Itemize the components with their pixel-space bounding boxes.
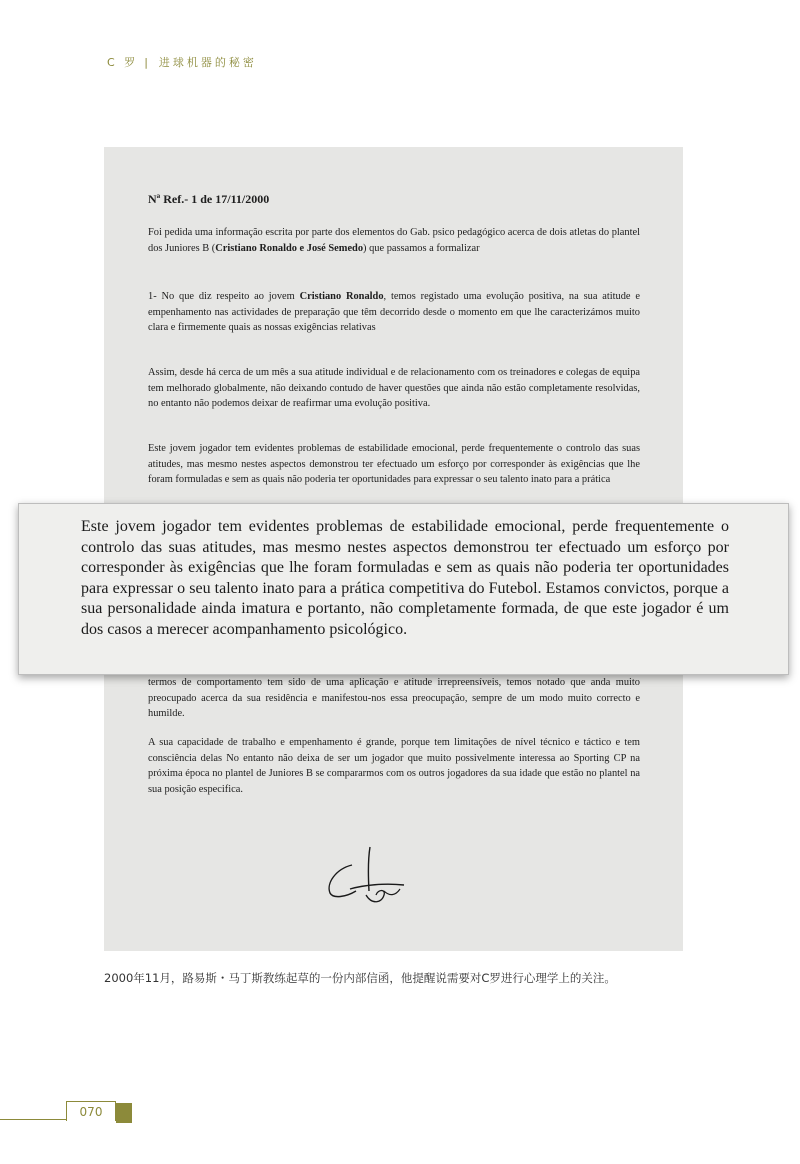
intro-text-1: Foi pedida uma informação escrita por parte dos elementos do Gab. psico pedagógico acerca de dois atletas do plantel dos Juniores B ( [148,227,640,254]
intro-names: Cristiano Ronaldo e José Semedo [215,242,364,254]
p1-text-1: 1- No que diz respeito ao jovem [148,291,300,302]
zoomed-quote [18,503,789,675]
figure-caption: 2000年11月，路易斯・马丁斯教练起草的一份内部信函，他提醒说需要对C罗进行心理学上的关注。 [104,971,616,985]
letter-paragraph-2: Assim, desde há cerca de um mês a sua atitude individual e de relacionamento com os treinadores e colegas de equipa tem melhorado globalmente, não deixando contudo de haver questões que ainda não estão completamente resolvidas, no entanto não podemos deixar de reafirmar uma evolução positiva. [148,367,640,410]
page-number: 070 [66,1101,116,1121]
letter-reference: Nª Ref.- 1 de 17/11/2000 [148,192,270,206]
letter-paragraph-1 [148,289,640,336]
page-number-tab [116,1103,132,1123]
letter-paragraph-5: A sua capacidade de trabalho e empenhamento é grande, porque tem limitações de nível técnico e táctico e tem consciência delas No entanto não deixa de ser um jogador que muito possivelmente interessa ao Sporting CP na próxima época no plantel de Juniores B se compararmos com os outros jogadores da sua idade que estão no plantel na sua posição especifica. [148,737,640,795]
header-title: 进球机器的秘密 [158,56,257,69]
header-left: C 罗 [107,56,139,69]
header-separator: | [144,56,151,69]
letter-paragraph-3: Este jovem jogador tem evidentes problemas de estabilidade emocional, perde frequentemente o controlo das suas atitudes, mas mesmo nestes aspectos demonstrou ter efectuado um esforço por corresponder às exigências que lhe foram formuladas e sem as quais não poderia ter oportunidades para expressar o seu talento inato para a prática [148,443,640,486]
intro-text-2: ) que passamos a formalizar [363,242,480,254]
zoomed-quote-text: Este jovem jogador tem evidentes problemas de estabilidade emocional, perde frequentemente o controlo das suas atitudes, mas mesmo nestes aspectos demonstrou ter efectuado um esforço por corresponder às exigências que lhe foram formuladas e sem as quais não poderia ter oportunidades para expressar o seu talento inato para a prática competitiva do Futebol. Estamos convictos, porque a sua personalidade ainda imatura e portanto, não completamente formada, de que este jogador é um dos casos a merecer acompanhamento psicológico. [81,518,729,638]
letter-intro [148,225,640,256]
p1-name: Cristiano Ronaldo [299,291,384,302]
running-header [107,54,257,70]
letter-paragraph-4: termos de comportamento tem sido de uma aplicação e atitude irrepreensíveis, temos notado que anda muito preocupado acerca da sua residência e manifestou-nos essa preocupação, sempre de um modo muito correcto e humilde. [148,677,640,720]
signature [322,845,412,915]
p1-text-2: , temos registado uma evolução positiva, na sua atitude e empenhamento nas actividades de preparação que têm decorrido desde o momento em que lhe caracterizámos muito clara e firmemente quais as nossas exigências relativas [148,291,640,334]
